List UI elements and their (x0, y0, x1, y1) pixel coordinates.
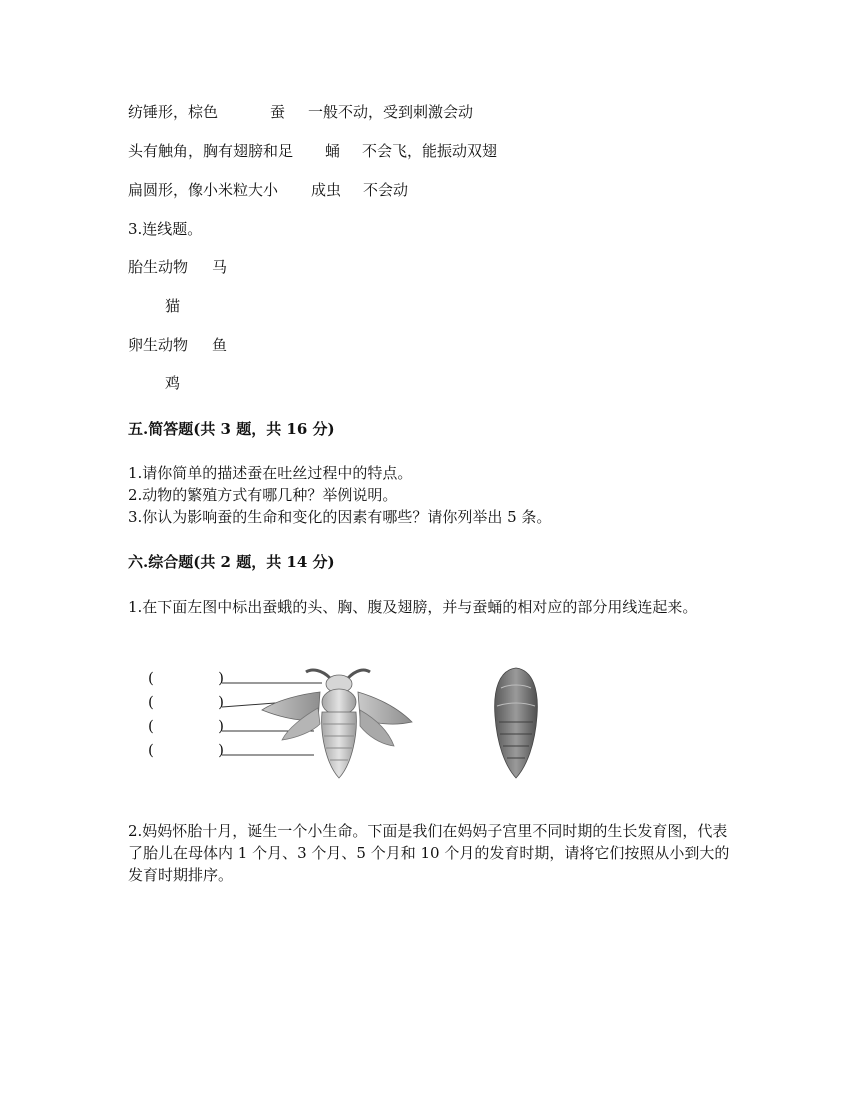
section6-q1: 1.在下面左图中标出蚕蛾的头、胸、腹及翅膀，并与蚕蛹的相对应的部分用线连起来。 (128, 598, 698, 616)
section6-heading: 六.综合题(共 2 题，共 14 分) (128, 553, 335, 571)
label-bracket[interactable]: ( ) (148, 693, 224, 711)
q3-right: 猫 (165, 297, 181, 315)
match-mid: 成虫 (311, 181, 342, 199)
q3-right: 鸡 (165, 374, 181, 392)
q3-right: 马 (212, 258, 228, 276)
match-left: 头有触角，胸有翅膀和足 (128, 142, 294, 160)
q3-title: 3.连线题。 (128, 220, 203, 238)
section5-item-1: 1.请你简单的描述蚕在吐丝过程中的特点。 (128, 464, 413, 482)
label-bracket[interactable]: ( ) (148, 741, 224, 759)
match-mid: 蚕 (270, 103, 286, 121)
match-left: 扁圆形，像小米粒大小 (128, 181, 279, 199)
match-mid: 蛹 (325, 142, 341, 160)
match-right: 不会飞，能振动双翅 (362, 142, 498, 160)
section5-item-3: 3.你认为影响蚕的生命和变化的因素有哪些？请你列举出 5 条。 (128, 508, 552, 526)
label-bracket[interactable]: ( ) (148, 717, 224, 735)
match-right: 一般不动，受到刺激会动 (308, 103, 474, 121)
q3-right: 鱼 (212, 336, 228, 354)
match-right: 不会动 (363, 181, 409, 199)
label-brackets (148, 666, 228, 762)
section5-heading: 五.简答题(共 3 题，共 16 分) (128, 420, 335, 438)
section6-q2: 2.妈妈怀胎十月，诞生一个小生命。下面是我们在妈妈子宫里不同时期的生长发育图，代表了胎儿在母体内 1 个月、3 个月、5 个月和 10 个月的发育时期，请将它们按照从小到大的发育时期排序。 (128, 822, 730, 884)
q3-left: 胎生动物 (128, 258, 189, 276)
label-bracket[interactable]: ( ) (148, 669, 224, 687)
silkworm-pupa-icon (491, 666, 541, 780)
q3-left: 卵生动物 (128, 336, 189, 354)
silkworm-moth-icon (222, 664, 414, 784)
section5-item-2: 2.动物的繁殖方式有哪几种？举例说明。 (128, 486, 398, 504)
match-left: 纺锤形，棕色 (128, 103, 219, 121)
